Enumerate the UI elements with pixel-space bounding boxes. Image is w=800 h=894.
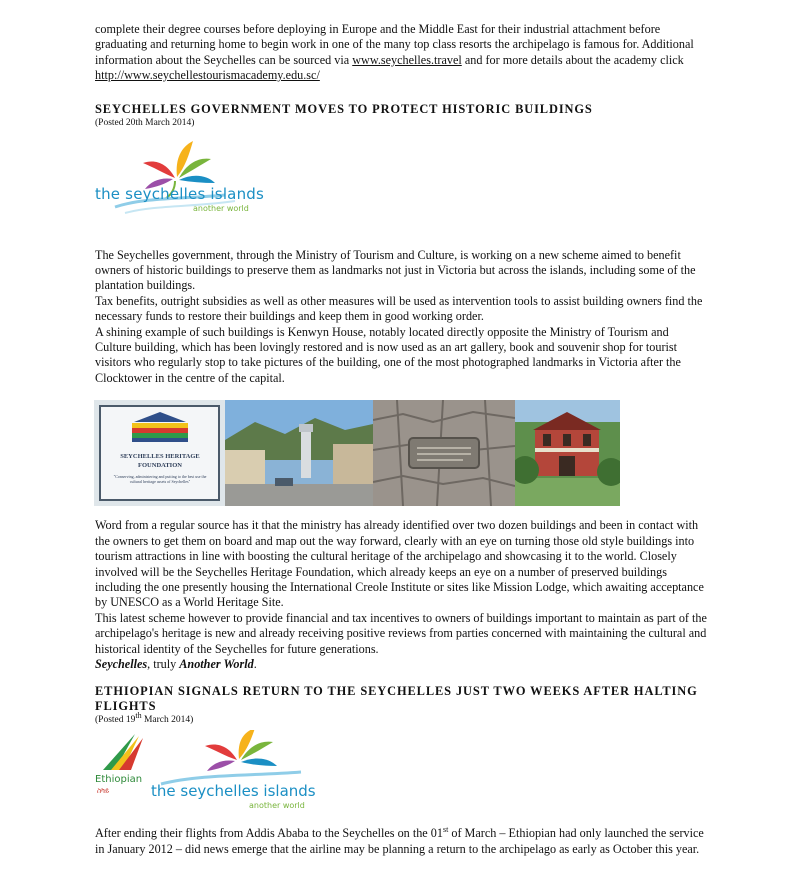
logo-subtext: another world (193, 203, 249, 213)
stone-wall-plaque-photo (373, 400, 515, 506)
ethiopian-logo-text: Ethiopian (95, 774, 143, 786)
article2-para1: After ending their flights from Addis Ababa to the Seychelles on the 01st of March – Ethiopian had only launched the service in January 2012 – did news emerge that the airline may be planning a return to the archipelago as early as October this year. (95, 825, 704, 856)
heritage-sign-caption: "Conserving, administering and putting to the best use the cultural heritage assets of Seychelles" (113, 474, 207, 485)
clocktower-street-photo (225, 400, 373, 506)
article1-posted-date: (Posted 20th March 2014) (95, 117, 195, 128)
article1-para3: A shining example of such buildings is Kenwyn House, notably located directly opposite the Ministry of Tourism and Culture building, which has been lovingly restored and is now used as an art gallery, book and souvenir shop for tourist visitors who regularly stop to take pictures of the building, one of the most photographed landmarks in Victoria after the Clocktower in the centre of the capital. (95, 324, 681, 385)
logo-subtext-2: another world (249, 801, 305, 811)
tourism-academy-link[interactable]: http://www.seychellestourismacademy.edu.sc/ (95, 68, 320, 83)
kenwyn-house-photo (515, 400, 620, 506)
seychelles-travel-link[interactable]: www.seychelles.travel (352, 52, 462, 67)
photo-strip (94, 400, 707, 508)
article1-para2: Tax benefits, outright subsidies as well as other measures will be used as intervention tools to assist building owners find the necessary funds to restore their buildings and keep them in good working order. (95, 293, 703, 324)
article1-headline: SEYCHELLES GOVERNMENT MOVES TO PROTECT HISTORIC BUILDINGS (95, 101, 593, 116)
article1-para4: Word from a regular source has it that the ministry has already identified over two dozen buildings and been in contact with the owners to get them on board and map out the way forward, clearly with an eye on turning those old style buildings into tourism attractions in line with boosting the cultural heritage of the archipelago and showcasing it to the world. Closely involved will be the Seychelles Heritage Foundation, which already keeps an eye on a number of preserved buildings including the one presently housing the International Creole Institute or sites like Mission Lodge, which awaiting acceptance by UNESCO as a World Heritage Site. (95, 518, 704, 610)
article2-posted-date: (Posted 19th March 2014) (95, 711, 194, 726)
logo-text: the seychelles islands (95, 184, 265, 203)
article2-headline: ETHIOPIAN SIGNALS RETURN TO THE SEYCHELLES JUST TWO WEEKS AFTER HALTING FLIGHTS (95, 684, 698, 714)
article1-para5: This latest scheme however to provide financial and tax incentives to owners of buildings important to maintain as part of the archipelago's heritage is new and already receiving positive reviews from parties concerned with maintaining the cultural and historical identity of the Seychelles for future generations. (95, 610, 707, 656)
heritage-foundation-sign-photo (94, 400, 225, 506)
seychelles-islands-logo-2 (151, 730, 321, 812)
heritage-sign-title: SEYCHELLES HERITAGE FOUNDATION (120, 453, 200, 470)
ethiopian-wing-icon (95, 730, 155, 776)
seychelles-islands-logo (95, 133, 707, 237)
intro-paragraph: complete their degree courses before deploying in Europe and the Middle East for their industrial attachment before graduating and returning home to begin work in one of the many top class resorts the archipelago is famous for. Additional information about the Seychelles can be sourced via www.seychelles.travel and for more details about the academy click http://www.seychellestourismacademy.edu.sc/ (95, 22, 694, 83)
article2-logos (95, 730, 707, 812)
ethiopian-logo-amharic: ስካይ (97, 787, 110, 796)
document-page (95, 22, 707, 857)
seychelles-flower-icon-2 (151, 730, 321, 790)
article1-signoff: Seychelles, truly Another World. (95, 656, 257, 671)
logo-text-2: the seychelles islands (151, 782, 316, 801)
ethiopian-logo (95, 730, 155, 810)
article1-para1: The Seychelles government, through the Ministry of Tourism and Culture, is working on a new scheme aimed to benefit owners of historic buildings to preserve them as landmarks not just in Victoria but across the islands, including some of the plantation buildings. (95, 247, 696, 293)
